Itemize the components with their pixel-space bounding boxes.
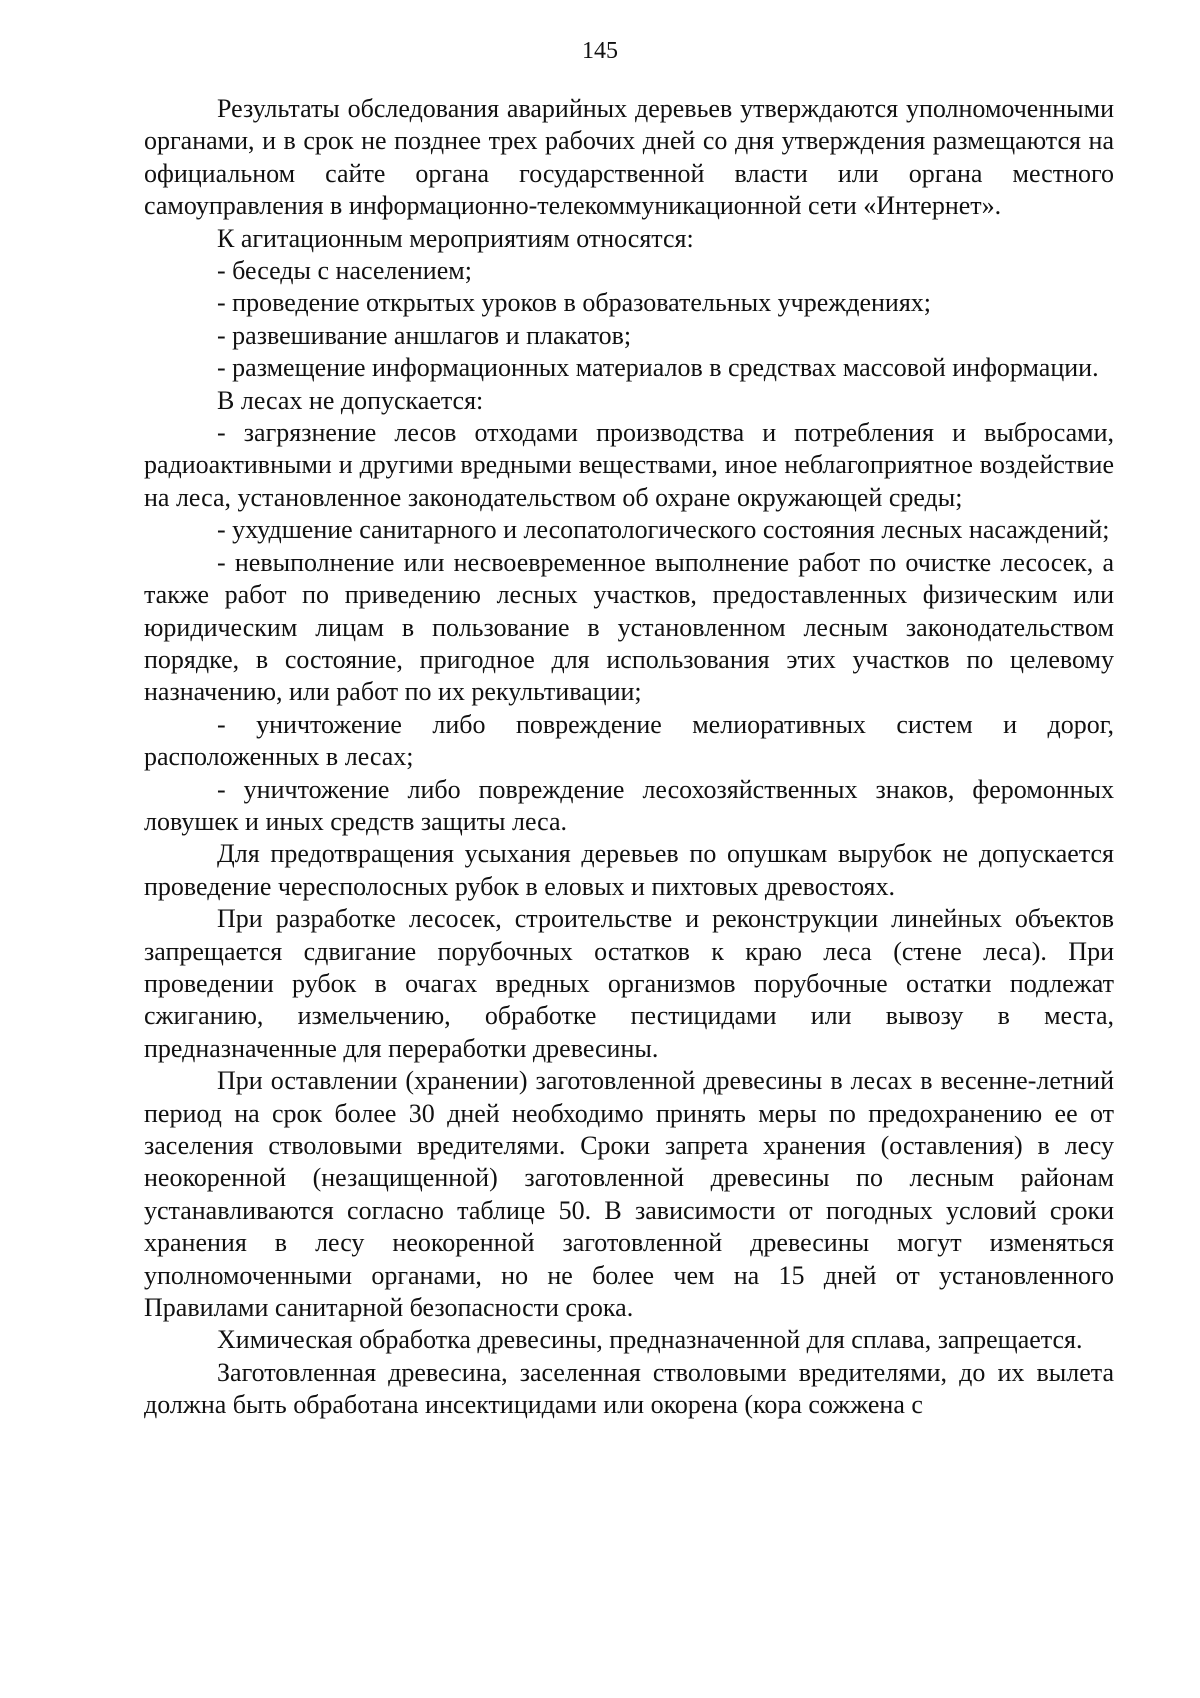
list-item-conversations: - беседы с населением; xyxy=(217,256,472,286)
paragraph-infested-timber: Заготовленная древесина, заселенная стволовыми вредителями, до их вылета должна быть обработана инсектицидами или окорена (кора сожжена с xyxy=(144,1357,1114,1420)
list-item-posters: - развешивание аншлагов и плакатов; xyxy=(217,320,632,350)
paragraph-logging-residues: При разработке лесосек, строительстве и реконструкции линейных объектов запрещается сдвигание порубочных остатков к краю леса (стене леса). При проведении рубок в очагах вредных организмов порубочные остатки подлежат сжиганию, измельчению, обработке пестицидами или вывозу в места, предназначенные для переработки древесины. xyxy=(144,904,1114,1063)
document-body xyxy=(144,93,1114,1422)
list-item-sanitary-deterioration: - ухудшение санитарного и лесопатологического состояния лесных насаждений; xyxy=(217,515,1110,545)
list-item-forestry-signs: - уничтожение либо повреждение лесохозяйственных знаков, феромонных ловушек и иных средств защиты леса. xyxy=(144,774,1114,836)
page-number: 145 xyxy=(582,38,618,64)
list-item-cleanup-failure: - невыполнение или несвоевременное выполнение работ по очистке лесосек, а также работ по приведению лесных участков, предоставленных физическим или юридическим лицам в пользование в установленном лесным законодательством порядке, в состояние, пригодное для использования этих участков по целевому назначению, или работ по их рекультивации; xyxy=(144,547,1114,707)
paragraph-prohibited-heading: В лесах не допускается: xyxy=(217,385,484,415)
list-item-media-materials: - размещение информационных материалов в средствах массовой информации. xyxy=(217,353,1099,383)
paragraph-drying-prevention: Для предотвращения усыхания деревьев по опушкам вырубок не допускается проведение чересполосных рубок в еловых и пихтовых древостоях. xyxy=(144,839,1114,901)
paragraph-chemical-treatment: Химическая обработка древесины, предназначенной для сплава, запрещается. xyxy=(217,1325,1083,1355)
list-item-reclamation-systems: - уничтожение либо повреждение мелиоративных систем и дорог, расположенных в лесах; xyxy=(144,709,1114,772)
paragraph-survey-results: Результаты обследования аварийных деревьев утверждаются уполномоченными органами, и в срок не позднее трех рабочих дней со дня утверждения размещаются на официальном сайте органа государственной власти или органа местного самоуправления в информационно-телекоммуникационной сети «Интернет». xyxy=(144,94,1114,221)
paragraph-agitation-heading: К агитационным мероприятиям относятся: xyxy=(217,223,694,253)
list-item-open-lessons: - проведение открытых уроков в образовательных учреждениях; xyxy=(217,288,932,318)
paragraph-timber-storage: При оставлении (хранении) заготовленной древесины в лесах в весенне-летний период на срок более 30 дней необходимо принять меры по предохранению ее от заселения стволовыми вредителями. Сроки запрета хранения (оставления) в лесу неокоренной (незащищенной) заготовленной древесины по лесным районам устанавливаются согласно таблице 50. В зависимости от погодных условий сроки хранения в лесу неокоренной заготовленной древесины могут изменяться уполномоченными органами, но не более чем на 15 дней от установленного Правилами санитарной безопасности срока. xyxy=(144,1066,1114,1323)
list-item-pollution: - загрязнение лесов отходами производства и потребления и выбросами, радиоактивными и другими вредными веществами, иное неблагоприятное воздействие на леса, установленное законодательством об охране окружающей среды; xyxy=(144,418,1114,512)
